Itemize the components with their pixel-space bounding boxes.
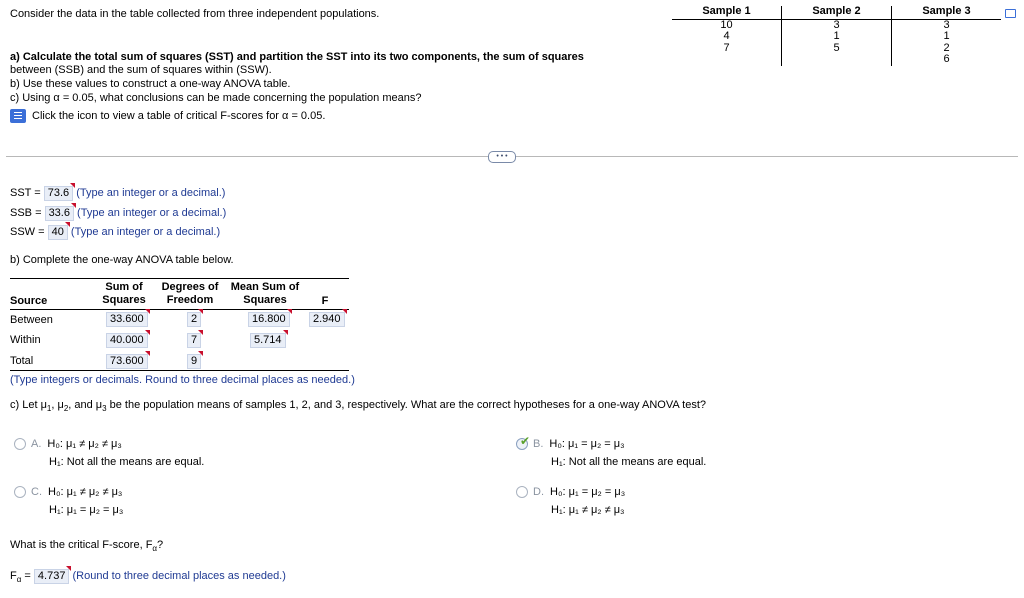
cell: 3 — [782, 19, 892, 31]
critical-prompt-text: What is the critical F-score, F — [10, 539, 153, 551]
header-sample-1: Sample 1 — [672, 6, 782, 19]
df-l2: Freedom — [166, 294, 214, 306]
ssw-hint: (Type an integer or a decimal.) — [70, 226, 221, 238]
option-c-h0: H₀: μ₁ ≠ μ₂ ≠ μ₃ — [48, 486, 123, 498]
between-f-input[interactable]: 2.940 — [309, 312, 345, 327]
hyp-prompt-post: be the population means of samples 1, 2, and 3, respectively. What are the correct hypotheses for a one-way ANOVA test? — [106, 399, 706, 411]
anova-header-f: F — [321, 295, 329, 307]
ms-l1: Mean Sum of — [230, 281, 300, 293]
within-df-input[interactable]: 7 — [187, 333, 201, 348]
ftable-link[interactable] — [10, 109, 325, 123]
option-d-h0: H₀: μ₁ = μ₂ = μ₃ — [550, 486, 626, 498]
part-a-text — [10, 51, 584, 63]
ssb-row — [10, 206, 226, 221]
row-total-source: Total — [10, 355, 34, 367]
critical-label-sub: α — [16, 575, 22, 585]
anova-hint: (Type integers or decimals. Round to three decimal places as needed.) — [10, 374, 355, 386]
data-table — [672, 6, 1001, 66]
hyp-prompt-sub2: 2 — [63, 404, 69, 414]
option-a-h1: H₁: Not all the means are equal. — [49, 456, 205, 468]
option-c-letter: C. — [31, 486, 42, 498]
between-ss-input[interactable]: 33.600 — [106, 312, 148, 327]
row-between-source: Between — [10, 314, 53, 326]
hypotheses-prompt — [10, 399, 706, 413]
copy-data-icon[interactable] — [1005, 9, 1016, 18]
anova-header-df — [158, 281, 222, 307]
anova-header-source: Source — [10, 295, 48, 307]
correct-check-icon: ✔ — [520, 434, 531, 448]
cell: 2 — [892, 43, 1002, 55]
header-sample-3: Sample 3 — [892, 6, 1002, 19]
ssw-label: SSW = — [10, 226, 45, 238]
cell: 5 — [782, 43, 892, 55]
critical-row — [10, 569, 286, 584]
sst-input[interactable]: 73.6 — [44, 186, 73, 201]
critical-f-input[interactable]: 4.737 — [34, 569, 70, 584]
ss-l1: Sum of — [105, 281, 143, 293]
book-icon[interactable] — [10, 109, 26, 123]
cell — [782, 54, 892, 66]
cell: 1 — [782, 31, 892, 43]
option-d-radio[interactable] — [516, 486, 528, 498]
option-b-letter: B. — [533, 438, 544, 450]
cell: 4 — [723, 30, 730, 42]
total-ss-input[interactable]: 73.600 — [106, 354, 148, 369]
sst-label: SST = — [10, 187, 41, 199]
ssb-input[interactable]: 33.6 — [45, 206, 74, 221]
anova-header-rule — [10, 309, 349, 310]
ssw-input[interactable]: 40 — [48, 225, 68, 240]
critical-prompt-sub: α — [152, 544, 158, 554]
option-a-letter: A. — [31, 438, 42, 450]
option-b-h0: H₀: μ₁ = μ₂ = μ₃ — [549, 438, 625, 450]
critical-hint: (Round to three decimal places as needed.) — [72, 570, 286, 582]
anova-prompt: b) Complete the one-way ANOVA table below. — [10, 254, 234, 266]
hyp-prompt-c1: , μ — [51, 399, 64, 411]
header-sample-2: Sample 2 — [782, 6, 892, 19]
option-c-h1: H₁: μ₁ = μ₂ = μ₃ — [49, 504, 124, 516]
cell: 1 — [892, 31, 1002, 43]
critical-label: F — [10, 570, 17, 582]
cell: 7 — [723, 41, 730, 54]
cell — [672, 54, 782, 66]
within-ms-input[interactable]: 5.714 — [250, 333, 286, 348]
option-d-h1: H₁: μ₁ ≠ μ₂ ≠ μ₃ — [551, 504, 625, 516]
between-df-input[interactable]: 2 — [187, 312, 201, 327]
critical-prompt-end: ? — [157, 539, 164, 551]
option-a-radio[interactable] — [14, 438, 26, 450]
cell: 6 — [892, 54, 1002, 66]
hyp-prompt-c2: , and μ — [68, 399, 103, 411]
expand-button[interactable] — [488, 151, 516, 163]
sst-row — [10, 186, 225, 201]
option-a[interactable] — [14, 438, 122, 450]
anova-header-ss — [98, 281, 150, 307]
critical-label-eq: = — [21, 570, 31, 582]
part-a-cont: between (SSB) and the sum of squares within (SSW). — [10, 64, 272, 76]
part-c-text: c) Using α = 0.05, what conclusions can be made concerning the population means? — [10, 92, 422, 104]
within-ss-input[interactable]: 40.000 — [106, 333, 148, 348]
hyp-prompt-sub1: 1 — [46, 404, 52, 414]
option-b[interactable] — [516, 434, 625, 450]
sst-hint: (Type an integer or a decimal.) — [76, 187, 226, 199]
ms-l2: Squares — [243, 294, 287, 306]
ssb-hint: (Type an integer or a decimal.) — [77, 207, 227, 219]
row-within-source: Within — [10, 334, 41, 346]
ssw-row — [10, 225, 220, 240]
option-a-h0: H₀: μ₁ ≠ μ₂ ≠ μ₃ — [47, 438, 122, 450]
hyp-prompt-sub3: 3 — [102, 404, 107, 414]
part-a-line: a) Calculate the total sum of squares (SST) and partition the SST into its two components, the sum of squares — [10, 51, 584, 63]
cell: 10 — [720, 18, 733, 31]
question-intro: Consider the data in the table collected from three independent populations. — [10, 8, 380, 20]
option-d-letter: D. — [533, 486, 544, 498]
cell: 3 — [892, 19, 1002, 31]
option-b-h1: H₁: Not all the means are equal. — [551, 456, 707, 468]
option-c-radio[interactable] — [14, 486, 26, 498]
total-df-input[interactable]: 9 — [187, 354, 201, 369]
anova-top-rule — [10, 278, 349, 279]
part-b-text: b) Use these values to construct a one-way ANOVA table. — [10, 78, 291, 90]
ftable-link-text[interactable]: Click the icon to view a table of critical F-scores for α = 0.05. — [32, 109, 326, 122]
ssb-label: SSB = — [10, 207, 42, 219]
critical-prompt — [10, 539, 163, 553]
option-d[interactable] — [516, 486, 625, 498]
hyp-prompt-pre: c) Let μ — [10, 399, 47, 411]
df-l1: Degrees of — [161, 281, 219, 293]
ss-l2: Squares — [102, 294, 146, 306]
expand-label[interactable]: • • • — [496, 153, 508, 160]
between-ms-input[interactable]: 16.800 — [248, 312, 290, 327]
anova-bottom-rule — [10, 370, 349, 371]
option-c[interactable] — [14, 486, 122, 498]
anova-header-ms — [228, 281, 302, 307]
